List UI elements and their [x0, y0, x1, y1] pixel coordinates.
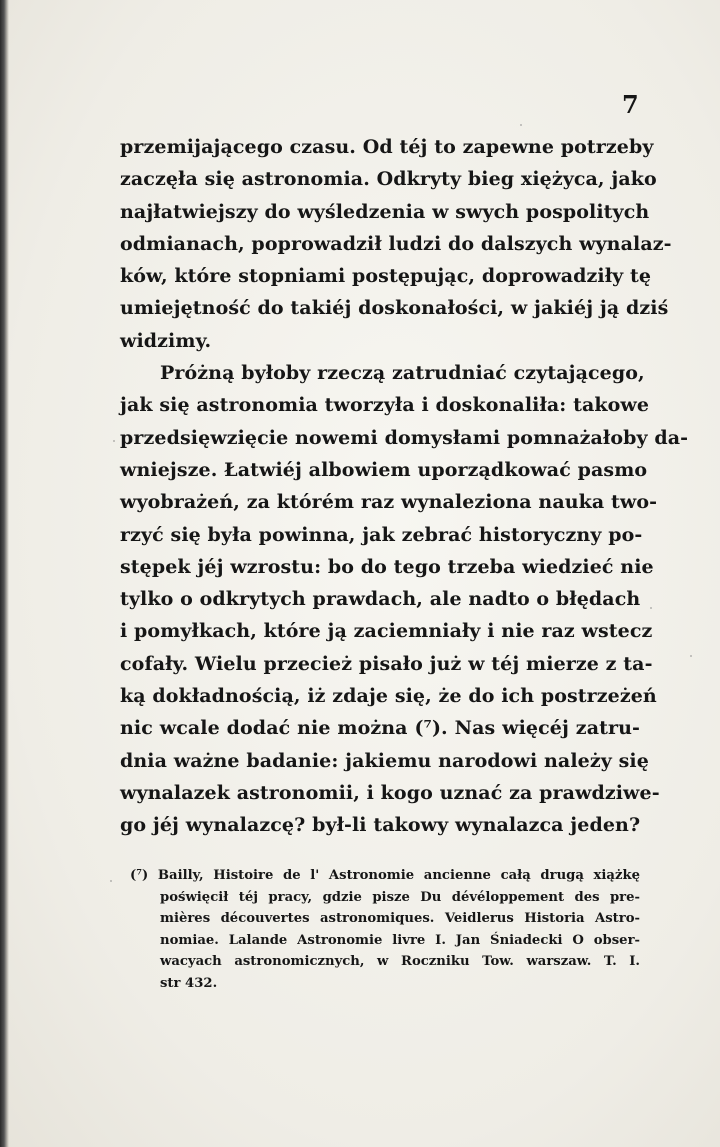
paragraph-2-line: jak się astronomia tworzyła i doskonaliła: takowe [120, 394, 650, 417]
paragraph-2-line: dnia ważne badanie: jakiemu narodowi należy się [120, 749, 649, 772]
paper-speck [113, 440, 115, 442]
paragraph-2-line: nic wcale dodać nie można (⁷). Nas więcéj zatru- [120, 717, 640, 740]
paragraph-2-line: przedsięwzięcie nowemi domysłami pomnażałoby da- [120, 426, 689, 449]
paragraph-2-line: tylko o odkrytych prawdach, ale nadto o błędach [120, 588, 641, 611]
footnote-line: mières découvertes astronomiques. Veidlerus Historia Astro- [160, 911, 640, 926]
paragraph-2-line: Próżną byłoby rzeczą zatrudniać czytającego, [160, 362, 645, 385]
paragraph-1-line: widzimy. [120, 329, 212, 352]
footnote-line: nomiae. Lalande Astronomie livre I. Jan Śniadecki O obser- [160, 932, 640, 948]
footnote [120, 865, 640, 994]
paragraph-1-line: odmianach, poprowadził ludzi do dalszych wynalaz- [120, 232, 672, 255]
paragraph-1-line: zaczęła się astronomia. Odkryty bieg xiężyca, jako [120, 168, 657, 191]
footnote-line: wacyach astronomicznych, w Roczniku Tow. warszaw. T. I. [160, 954, 640, 969]
paper-speck [690, 655, 692, 657]
paper-speck [650, 607, 652, 609]
footnote-line: str 432. [160, 975, 218, 991]
footnote-line: poświęcił téj pracy, gdzie pisze Du dévéloppement des pre- [160, 889, 640, 905]
paragraph-1-line: umiejętność do takiéj doskonałości, w jakiéj ją dziś [120, 297, 669, 320]
paragraph-2-line: cofały. Wielu przecież pisało już w téj mierze z ta- [120, 652, 653, 675]
paragraph-1-line: ków, które stopniami postępując, doprowadziły tę [120, 265, 652, 288]
paragraph-1-line: przemijającego czasu. Od téj to zapewne potrzeby [120, 136, 654, 158]
paper-speck [110, 880, 112, 882]
paragraph-2-line: wyobrażeń, za którém raz wynaleziona nauka two- [120, 491, 658, 514]
body-text [120, 131, 689, 842]
paragraph-2-line: go jéj wynalazcę? był-li takowy wynalazca jeden? [120, 814, 641, 837]
paragraph-2-line: stępek jéj wzrostu: bo do tego trzeba wiedzieć nie [120, 555, 654, 578]
paragraph-2-line: wniejsze. Łatwiéj albowiem uporządkować pasmo [120, 458, 648, 481]
page-number: 7 [622, 90, 639, 119]
paragraph-2-line: wynalazek astronomii, i kogo uznać za prawdziwe- [120, 781, 660, 804]
paragraph-2-line: i pomyłkach, które ją zaciemniały i nie raz wstecz [120, 620, 653, 643]
paragraph-2-line: ką dokładnością, iż zdaje się, że do ich postrzeżeń [120, 685, 657, 708]
footnote-line: (⁷) Bailly, Histoire de l' Astronomie ancienne całą drugą xiążkę [130, 868, 640, 883]
paper-speck [520, 124, 522, 126]
paragraph-1-line: najłatwiejszy do wyśledzenia w swych pospolitych [120, 200, 650, 223]
paragraph-2-line: rzyć się była powinna, jak zebrać historyczny po- [120, 523, 643, 546]
binding-edge [0, 0, 9, 1147]
